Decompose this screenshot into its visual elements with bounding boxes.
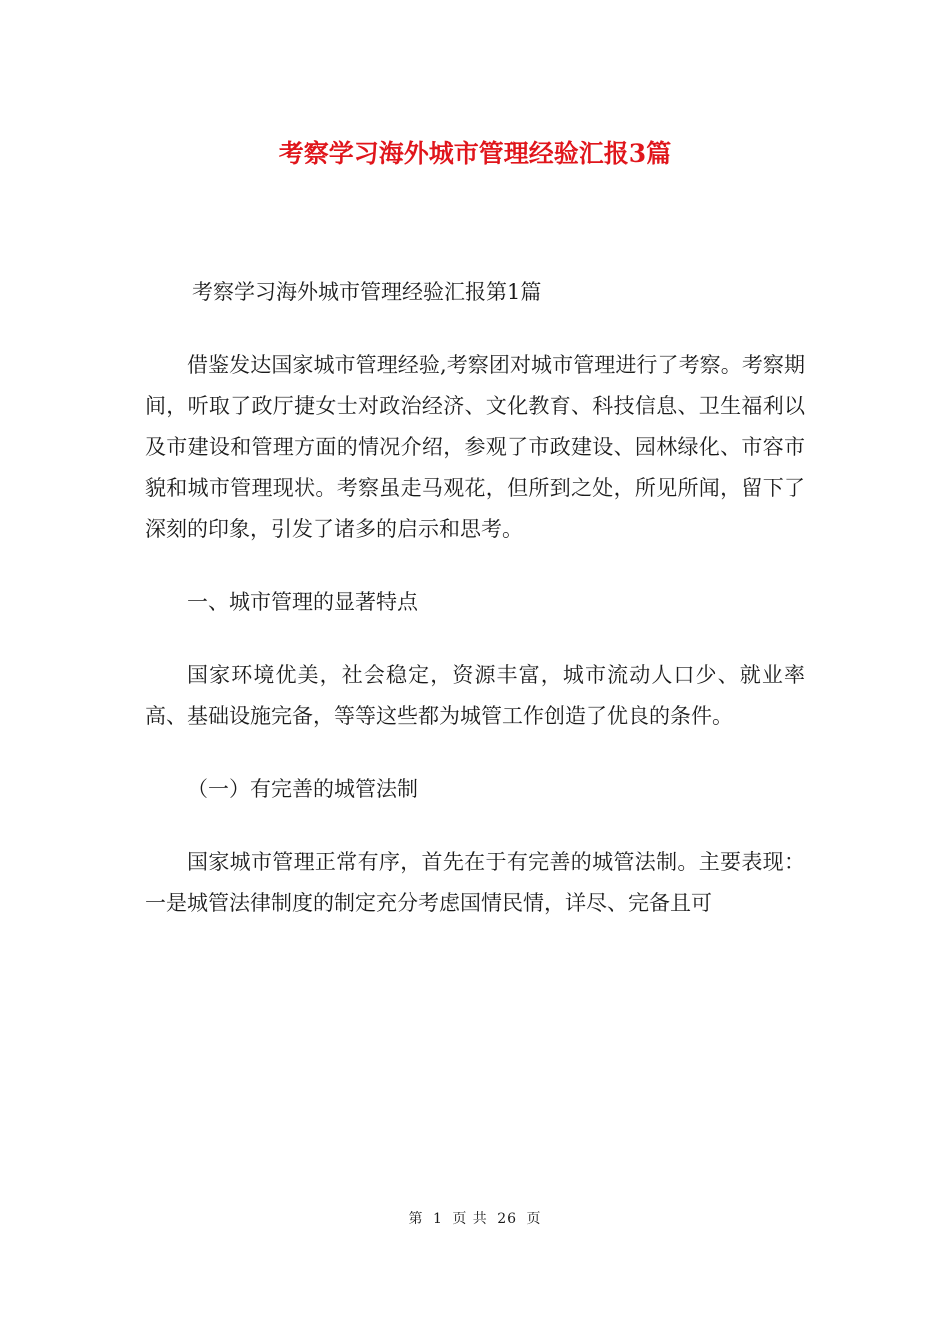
section-heading-one: 一、城市管理的显著特点: [187, 590, 418, 614]
paragraph-features: 国家环境优美，社会稳定，资源丰富，城市流动人口少、就业率高、基础设施完备，等等这些都为城管工作创造了优良的条件。: [145, 663, 805, 728]
paragraph-intro: 借鉴发达国家城市管理经验,考察团对城市管理进行了考察。考察期间，听取了政厅捷女士对政治经济、文化教育、科技信息、卫生福利以及市建设和管理方面的情况介绍，参观了市政建设、园林绿化、市容市貌和城市管理现状。考察虽走马观花，但所到之处，所见所闻，留下了深刻的印象，引发了诸多的启示和思考。: [145, 353, 805, 541]
document-body: [145, 272, 805, 924]
subsection-heading-one: （一）有完善的城管法制: [187, 777, 418, 801]
footer-suffix: 页: [526, 1211, 542, 1227]
footer-middle: 页 共: [452, 1211, 488, 1227]
footer-current-page: 1: [432, 1211, 443, 1227]
footer-total-pages: 26: [497, 1211, 518, 1227]
page-footer: [0, 1208, 950, 1228]
footer-prefix: 第: [408, 1211, 424, 1227]
paragraph-legal: 国家城市管理正常有序，首先在于有完善的城管法制。主要表现：一是城管法律制度的制定充分考虑国情民情，详尽、完备且可: [145, 850, 805, 915]
document-title: 考察学习海外城市管理经验汇报3篇: [278, 139, 672, 168]
section-heading-part-1: 考察学习海外城市管理经验汇报第1篇: [192, 280, 542, 304]
